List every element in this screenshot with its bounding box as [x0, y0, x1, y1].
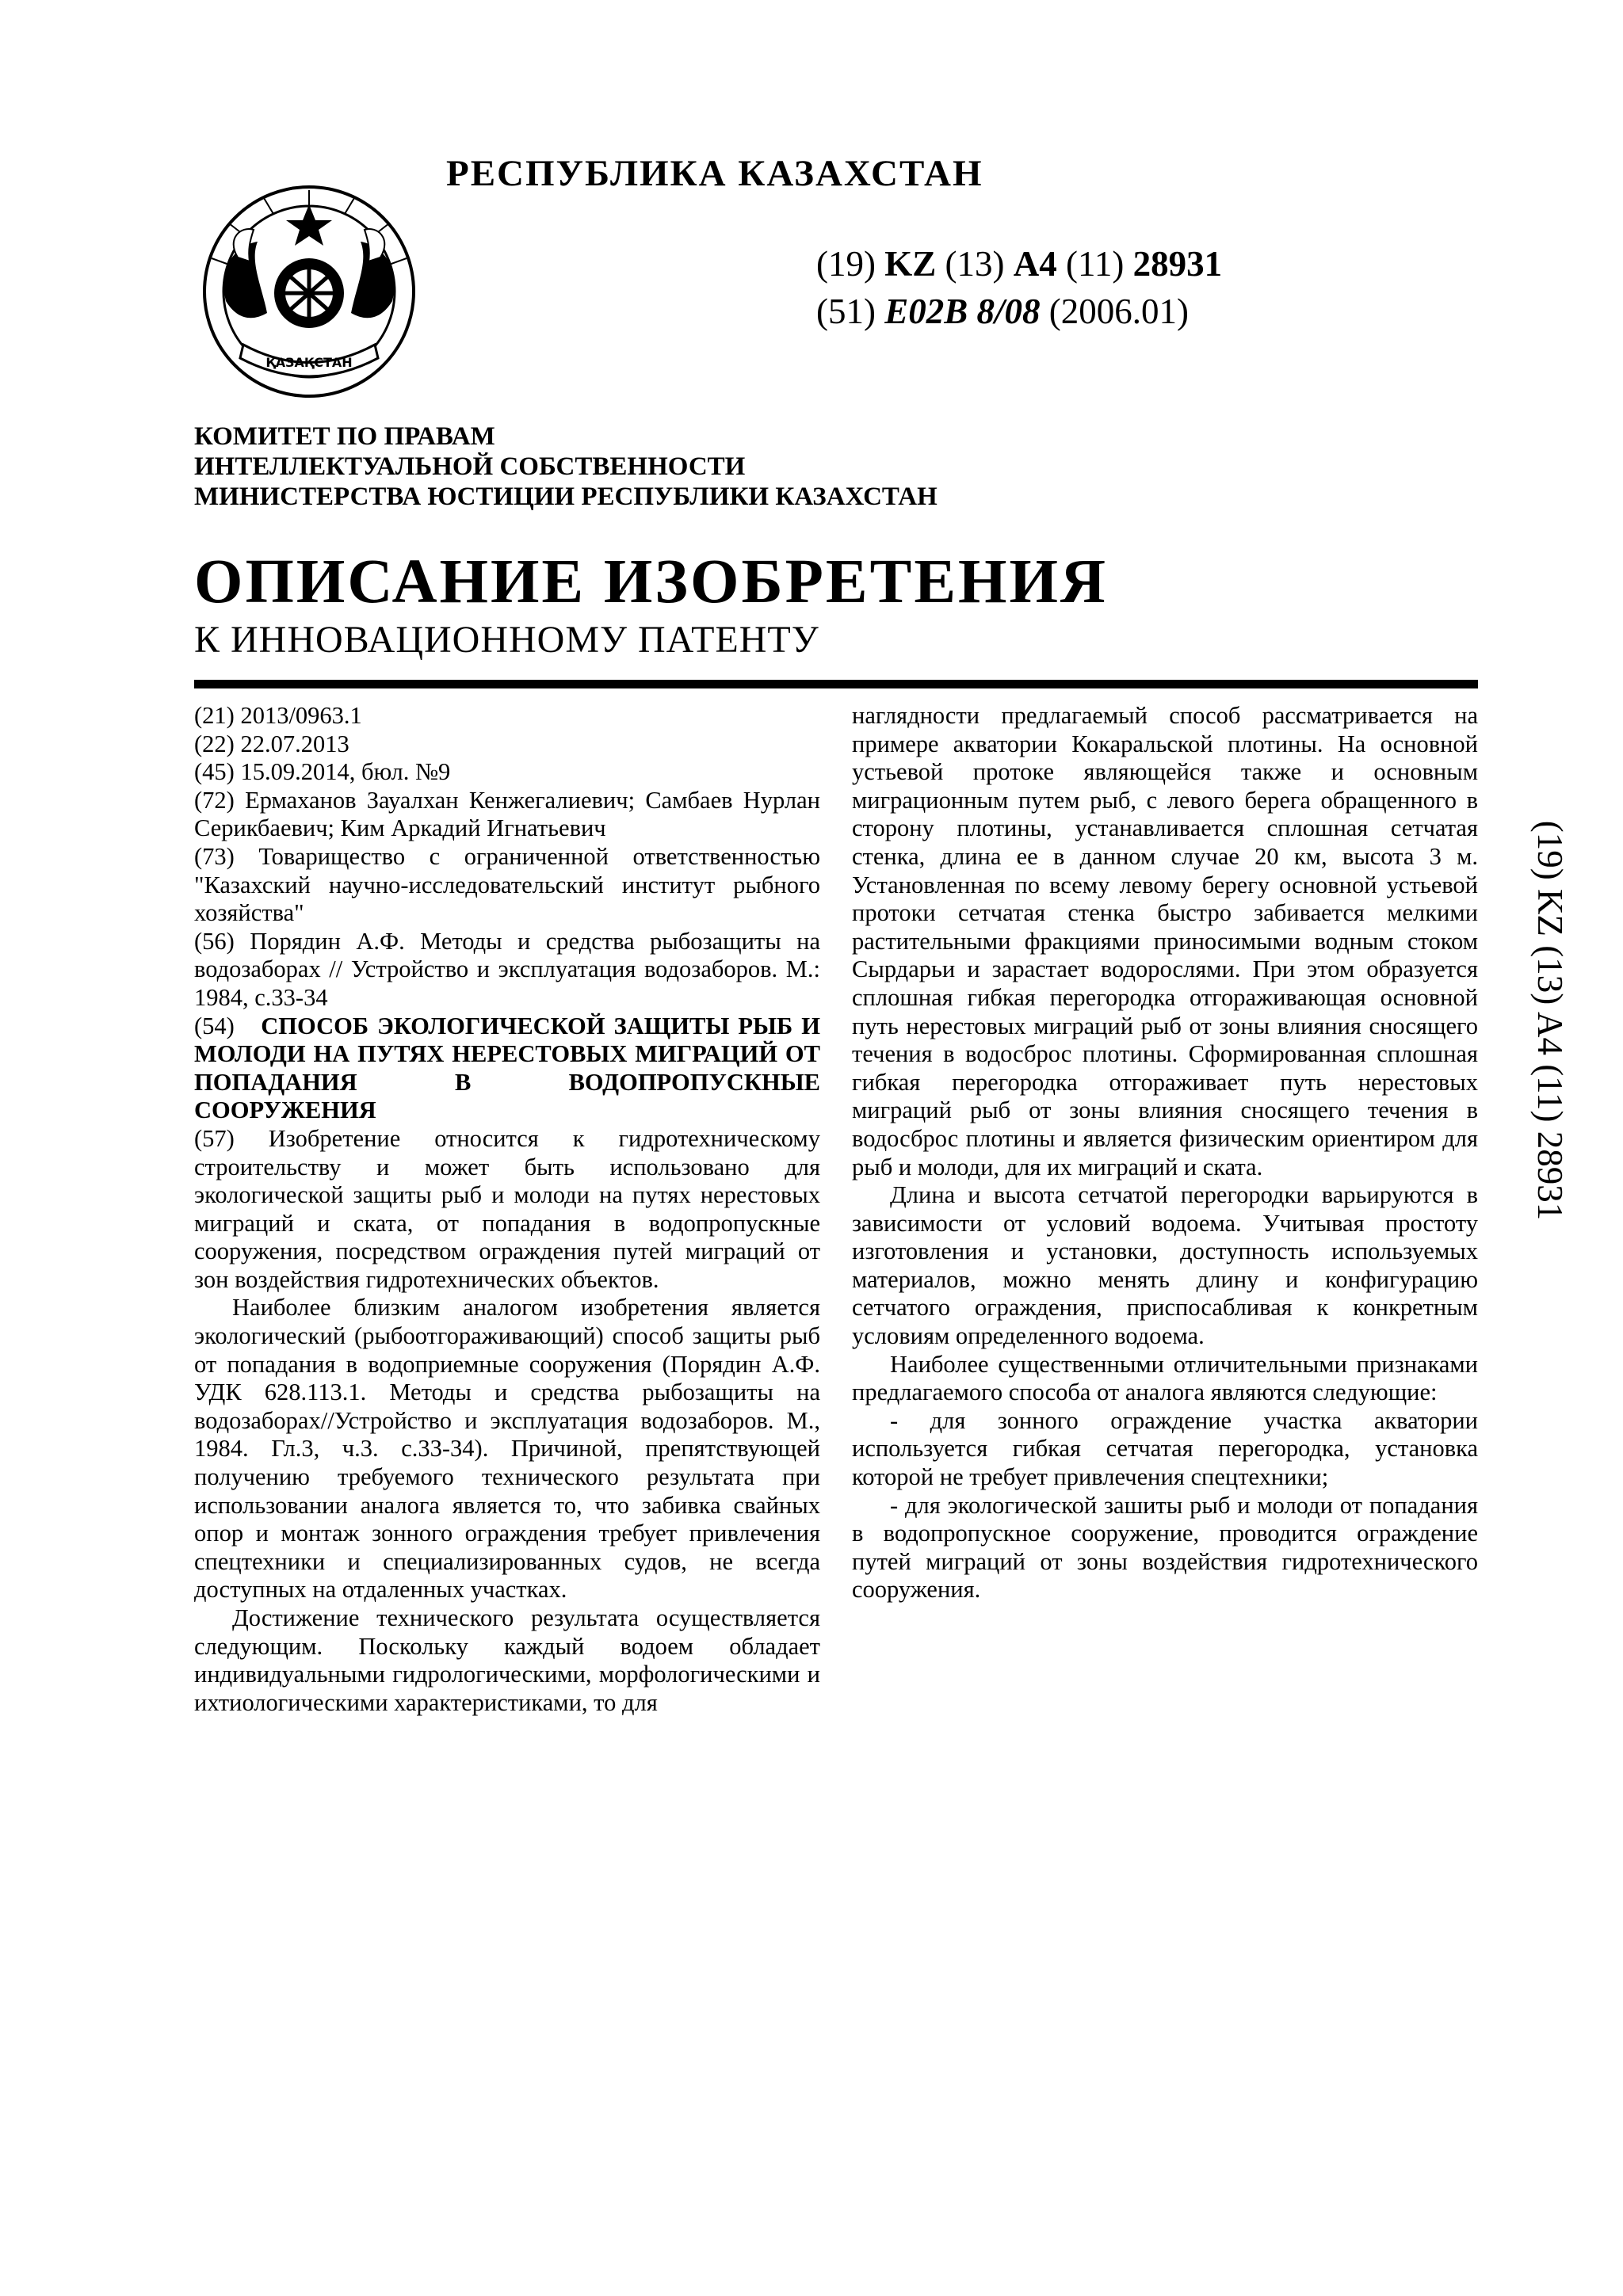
ipc-group: 8/08 [976, 292, 1041, 331]
field-21: (21) 2013/0963.1 [194, 702, 362, 729]
emblem-graphic [194, 182, 424, 400]
committee-line: КОМИТЕТ ПО ПРАВАМ [194, 422, 495, 451]
body-paragraph: Наиболее существенными отличительными признаками предлагаемого способа от аналога являются следующие: [852, 1350, 1478, 1406]
committee-line: МИНИСТЕРСТВА ЮСТИЦИИ РЕСПУБЛИКИ КАЗАХСТАН [194, 482, 938, 511]
body-paragraph: Достижение технического результата осуществляется следующим. Поскольку каждый водоем обладает индивидуальными гидрологическими, морфологическими и ихтиологическими характеристиками, то для [194, 1604, 820, 1716]
header-divider [194, 680, 1478, 688]
patent-number: 28931 [1132, 244, 1223, 284]
code-line-1 [816, 240, 1222, 288]
state-emblem [194, 182, 424, 400]
field-54-title [194, 1013, 820, 1125]
body-paragraph: Длина и высота сетчатой перегородки варьируются в зависимости от условий водоема. Учитывая простоту изготовления и установки, доступность используемых материалов, можно менять длину и конфигурацию сетчатого ограждения, приспосабливая к конкретным условиям определенного водоема. [852, 1181, 1478, 1350]
field-22: (22) 22.07.2013 [194, 730, 349, 757]
document-title: ОПИСАНИЕ ИЗОБРЕТЕНИЯ [194, 547, 1108, 616]
inid-19: (19) [816, 244, 876, 284]
field-73-owner: (73) Товарищество с ограниченной ответственностью "Казахский научно-исследовательский институт рыбного хозяйства" [194, 842, 820, 927]
document-subtitle: К ИННОВАЦИОННОМУ ПАТЕНТУ [194, 619, 819, 661]
inid-11: (11) [1066, 244, 1125, 284]
body-paragraph: наглядности предлагаемый способ рассматривается на примере акватории Кокаральской плотины. На основной устьевой протоке являющейся также и основным миграционным путем рыб, с левого берега обращенного в сторону плотины, устанавливается сплошная сетчатая стенка, длина ее в данном случае 20 км, высота 3 м. Установленная по всему левому берегу основной устьевой протоки сетчатая стенка быстро забивается мелкими растительными фракциями приносимыми водным стоком Сырдарьи и зарастает водорослями. При этом образуется сплошная гибкая перегородка отгораживающая основной путь нерестовых миграций рыб от зоны влияния сносящего течения в водосброс плотины. Сформированная сплошная гибкая перегородка отгораживает путь нерестовых миграций рыб от зоны влияния сносящего течения в водосброс плотины и является физическим ориентиром для рыб и молоди, для их миграций и ската. [852, 702, 1478, 1180]
field-56-references: (56) Порядин А.Ф. Методы и средства рыбозащиты на водозаборах // Устройство и эксплуатация водозаборов. М.: 1984, с.33-34 [194, 927, 820, 1011]
ipc-class: E02B [884, 292, 968, 331]
republic-name: РЕСПУБЛИКА КАЗАХСТАН [446, 153, 983, 194]
committee-block [194, 421, 938, 512]
code-line-2 [816, 288, 1222, 335]
field-72-inventors: (72) Ермаханов Зауалхан Кенжегалиевич; Самбаев Нурлан Серикбаевич; Ким Аркадий Игнатьевич [194, 786, 820, 842]
field-54-code: (54) [194, 1012, 235, 1039]
body-paragraph: Наиболее близким аналогом изобретения является экологический (рыбоотгораживающий) способ защиты рыб от попадания в водоприемные сооружения (Порядин А.Ф. УДК 628.113.1. Методы и средства рыбозащиты на водозаборах//Устройство и эксплуатация водозаборов. М., 1984. Гл.3, ч.3. с.33-34). Причиной, препятствующей получению требуемого технического результата при использовании аналога является то, что забивка свайных опор и монтаж зонного ограждения требует привлечения спецтехники и специализированных судов, не всегда доступных на отдаленных участках. [194, 1294, 820, 1604]
kind-code: A4 [1013, 244, 1057, 284]
list-item: - для зонного ограждение участка акватории используется гибкая сетчатая перегородка, установка которой не требует привлечения спецтехники; [852, 1406, 1478, 1491]
inid-51: (51) [816, 292, 876, 331]
country-code: KZ [884, 244, 937, 284]
ipc-version: (2006.01) [1048, 292, 1190, 331]
field-45: (45) 15.09.2014, бюл. №9 [194, 758, 451, 786]
committee-line: ИНТЕЛЛЕКТУАЛЬНОЙ СОБСТВЕННОСТИ [194, 452, 746, 481]
field-57-abstract: (57) Изобретение относится к гидротехническому строительству и может быть использовано для экологической защиты рыб и молоди на путях нерестовых миграций и ската, от попадания в водопропускные сооружения, посредством ограждения путей миграций от зон воздействия гидротехнических объектов. [194, 1124, 820, 1293]
invention-title: СПОСОБ ЭКОЛОГИЧЕСКОЙ ЗАЩИТЫ РЫБ И МОЛОДИ НА ПУТЯХ НЕРЕСТОВЫХ МИГРАЦИЙ ОТ ПОПАДАНИЯ В ВОДОПРОПУСКНЫЕ СООРУЖЕНИЯ [194, 1012, 821, 1124]
vertical-patent-code [1526, 783, 1574, 1258]
inid-13: (13) [945, 244, 1005, 284]
list-item: - для экологической зашиты рыб и молоди от попадания в водопропускное сооружение, проводится ограждение путей миграций от зоны воздействия гидротехнического сооружения. [852, 1491, 1478, 1604]
vertical-patent-code-text: (19) KZ (13) A4 (11) 28931 [1530, 820, 1570, 1221]
emblem-ribbon-text: ҚАЗАҚСТАН [265, 355, 353, 370]
patent-codes [816, 240, 1222, 335]
right-column [852, 702, 1478, 1604]
left-column [194, 702, 820, 1717]
